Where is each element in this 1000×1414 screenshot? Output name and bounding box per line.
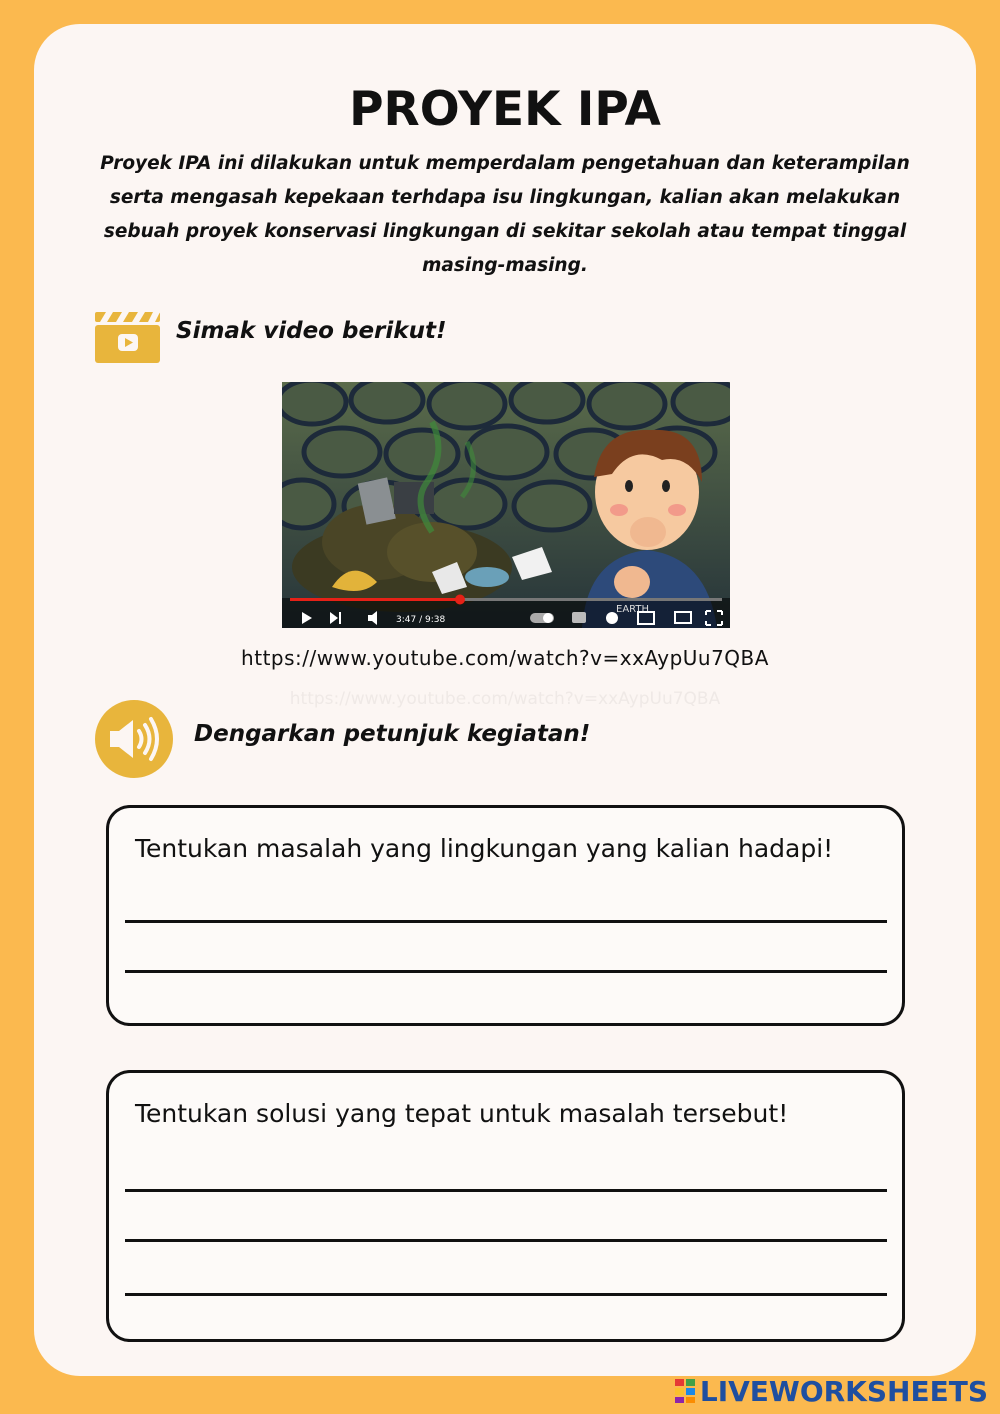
- question-box-problem: [106, 805, 905, 1026]
- answer-line[interactable]: [125, 1293, 887, 1296]
- audio-instruction: Dengarkan petunjuk kegiatan!: [194, 721, 591, 747]
- answer-line[interactable]: [125, 970, 887, 973]
- answer-line[interactable]: [125, 920, 887, 923]
- question-prompt: Tentukan masalah yang lingkungan yang kalian hadapi!: [135, 834, 834, 863]
- worksheet-page: [34, 24, 976, 1376]
- liveworksheets-logo: [674, 1374, 988, 1408]
- footer-brand: LIVEWORKSHEETS: [699, 1374, 988, 1408]
- question-prompt: Tentukan solusi yang tepat untuk masalah tersebut!: [135, 1099, 789, 1128]
- video-watermark: EARTH: [616, 604, 650, 615]
- page-title: PROYEK IPA: [349, 82, 661, 137]
- answer-line[interactable]: [125, 1189, 887, 1192]
- clapperboard-icon: [94, 311, 161, 364]
- question-box-solution: [106, 1070, 905, 1342]
- liveworksheets-icon: [674, 1378, 696, 1404]
- answer-line[interactable]: [125, 1239, 887, 1242]
- video-url[interactable]: https://www.youtube.com/watch?v=xxAypUu7QBA: [241, 646, 769, 670]
- video-player[interactable]: [282, 382, 730, 628]
- video-time: 3:47 / 9:38: [396, 615, 446, 625]
- speaker-icon[interactable]: [95, 700, 173, 778]
- video-url-faint: https://www.youtube.com/watch?v=xxAypUu7QBA: [289, 689, 721, 709]
- intro-paragraph: Proyek IPA ini dilakukan untuk memperdalam pengetahuan dan keterampilan serta mengasah kepekaan terhdapa isu lingkungan, kalian akan melakukan sebuah proyek konservasi lingkungan di sekitar sekolah atau tempat tinggal masing-masing.: [100, 153, 910, 276]
- video-instruction: Simak video berikut!: [176, 318, 447, 344]
